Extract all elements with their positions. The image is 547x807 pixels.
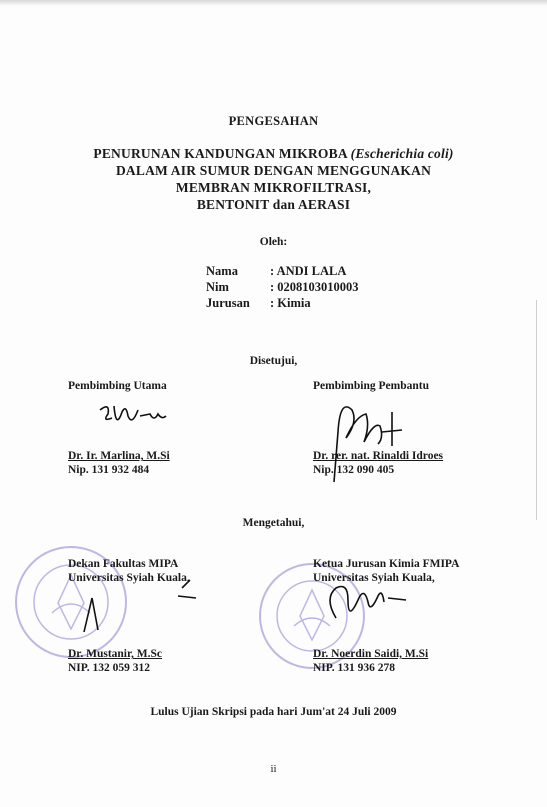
- identity-value: : 0208103010003: [270, 280, 359, 294]
- organization-label: Universitas Syiah Kuala,: [68, 572, 190, 584]
- signatory-nip: Nip. 132 090 405: [313, 464, 395, 476]
- title-line-1-text: PENURUNAN KANDUNGAN MIKROBA: [93, 146, 351, 161]
- mengetahui-label: Mengetahui,: [242, 517, 305, 529]
- identity-value: : Kimia: [270, 296, 311, 310]
- signature-noerdin: [322, 578, 422, 628]
- exam-note: Lulus Ujian Skripsi pada hari Jum'at 24 Juli 2009: [150, 706, 397, 718]
- signatory-name: Dr. Ir. Marlina, M.Si: [68, 450, 170, 462]
- signatory-nip: NIP. 131 936 278: [313, 662, 395, 674]
- identity-row: [206, 279, 359, 295]
- page-number: ii: [270, 763, 277, 775]
- role-label: Dekan Fakultas MIPA: [68, 558, 179, 570]
- role-label: Pembimbing Pembantu: [313, 380, 429, 392]
- title-line-1: [0, 145, 547, 162]
- signature-rinaldi: [322, 392, 412, 487]
- identity-key: Nama: [206, 264, 238, 278]
- thesis-title: [0, 145, 547, 213]
- signature-mustanir: [78, 568, 208, 638]
- organization-label: Universitas Syiah Kuala,: [313, 572, 435, 584]
- scan-edge: [0, 0, 547, 6]
- disetujui-label: Disetujui,: [249, 355, 298, 367]
- oleh-label: Oleh:: [259, 236, 288, 248]
- signatory-name: Dr. rer. nat. Rinaldi Idroes: [313, 450, 444, 462]
- identity-key: Nim: [206, 280, 229, 294]
- signatory-name: Dr. Noerdin Saidi, M.Si: [313, 648, 429, 660]
- identity-key: Jurusan: [206, 296, 250, 310]
- role-label: Ketua Jurusan Kimia FMIPA: [313, 558, 460, 570]
- signatory-name: Dr. Mustanir, M.Sc: [68, 648, 163, 660]
- title-line-2: DALAM AIR SUMUR DENGAN MENGGUNAKAN: [115, 163, 432, 178]
- identity-value: : ANDI LALA: [270, 264, 347, 278]
- signature-marlina: [92, 400, 172, 440]
- identity-row: [206, 295, 359, 311]
- identity-row: [206, 263, 359, 279]
- signatory-nip: Nip. 131 932 484: [68, 464, 150, 476]
- role-label: Pembimbing Utama: [68, 380, 167, 392]
- title-italic: (Escherichia coli): [350, 146, 454, 161]
- scan-edge-right: [536, 300, 537, 520]
- title-line-3: MEMBRAN MIKROFILTRASI,: [175, 180, 372, 195]
- signatory-nip: NIP. 132 059 312: [68, 662, 150, 674]
- title-line-4: BENTONIT dan AERASI: [196, 197, 351, 212]
- student-identity: [206, 263, 359, 311]
- page-heading: PENGESAHAN: [228, 114, 319, 128]
